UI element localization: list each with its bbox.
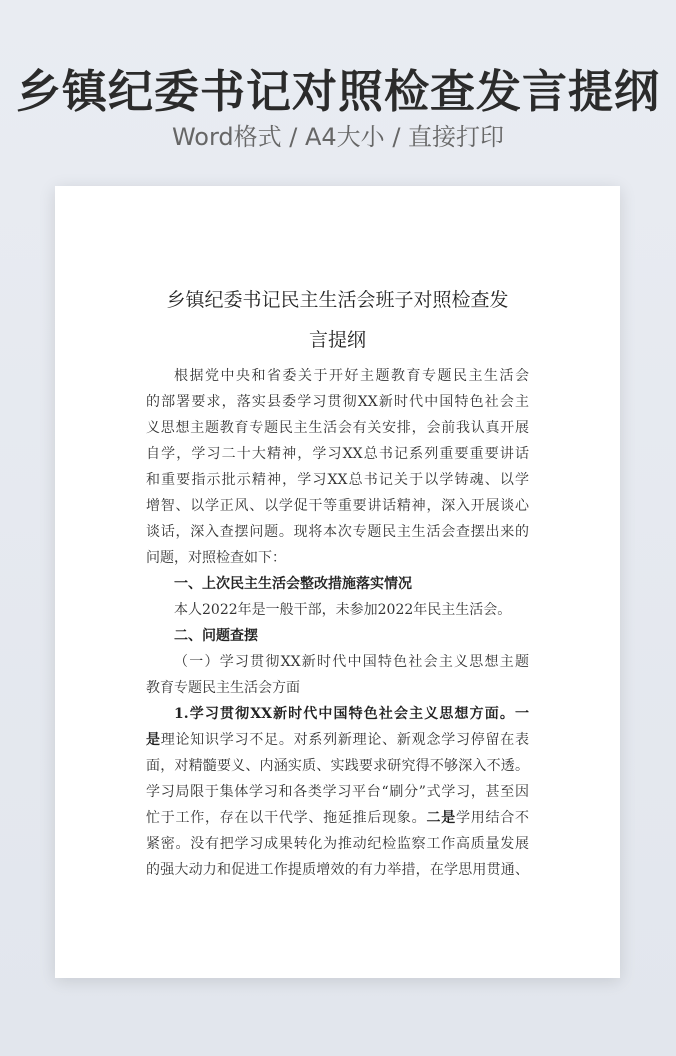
- body-text: 理论知识学习不足。对系列新理论、新观念学习停留在表: [160, 732, 530, 748]
- bold-lead: 是: [146, 732, 161, 748]
- body-line: [146, 730, 529, 750]
- body-line: 的部署要求，落实县委学习贯彻XX新时代中国特色社会主: [146, 394, 529, 410]
- body-line: 根据党中央和省委关于开好主题教育专题民主生活会: [174, 368, 529, 384]
- body-line: 和重要指示批示精神，学习XX总书记关于以学铸魂、以学: [146, 472, 529, 488]
- body-text: 忙于工作，存在以干代学、拖延推后现象。: [146, 810, 427, 826]
- document-title-line-1: 乡镇纪委书记民主生活会班子对照检查发: [166, 289, 509, 311]
- body-text: 学用结合不: [455, 810, 530, 826]
- body-line: 自学，学习二十大精神，学习XX总书记系列重要重要讲话: [146, 446, 529, 462]
- subsection-heading: 教育专题民主生活会方面: [146, 680, 300, 696]
- body-line: [146, 704, 529, 724]
- body-line: [146, 808, 529, 828]
- document-page: [55, 186, 620, 978]
- body-line: 增智、以学正风、以学促干等重要讲话精神，深入开展谈心: [146, 498, 529, 514]
- body-line: 面，对精髓要义、内涵实质、实践要求研究得不够深入不透。: [146, 758, 529, 774]
- body-line: 学习局限于集体学习和各类学习平台“刷分”式学习，甚至因: [146, 784, 529, 800]
- body-line: 的强大动力和促进工作提质增效的有力举措，在学思用贯通、: [146, 862, 529, 878]
- section-heading-1: 一、上次民主生活会整改措施落实情况: [174, 576, 412, 592]
- bold-lead: 1.学习贯彻XX新时代中国特色社会主义思想方面。一: [174, 706, 529, 722]
- document-title-line-2: 言提纲: [308, 329, 366, 351]
- subsection-heading: （一）学习贯彻XX新时代中国特色社会主义思想主题: [174, 654, 529, 670]
- banner-subtitle: Word格式 / A4大小 / 直接打印: [171, 123, 505, 151]
- bold-lead: 二是: [426, 810, 456, 826]
- body-line: 谈话，深入查摆问题。现将本次专题民主生活会查摆出来的: [146, 524, 529, 540]
- body-line: 紧密。没有把学习成果转化为推动纪检监察工作高质量发展: [146, 836, 529, 852]
- body-line: 义思想主题教育专题民主生活会有关安排，会前我认真开展: [146, 420, 529, 436]
- body-line: 本人2022年是一般干部，未参加2022年民主生活会。: [174, 602, 512, 618]
- body-line: 问题，对照检查如下：: [146, 550, 286, 566]
- banner-title: 乡镇纪委书记对照检查发言提纲: [15, 65, 660, 118]
- section-heading-2: 二、问题查摆: [174, 628, 258, 644]
